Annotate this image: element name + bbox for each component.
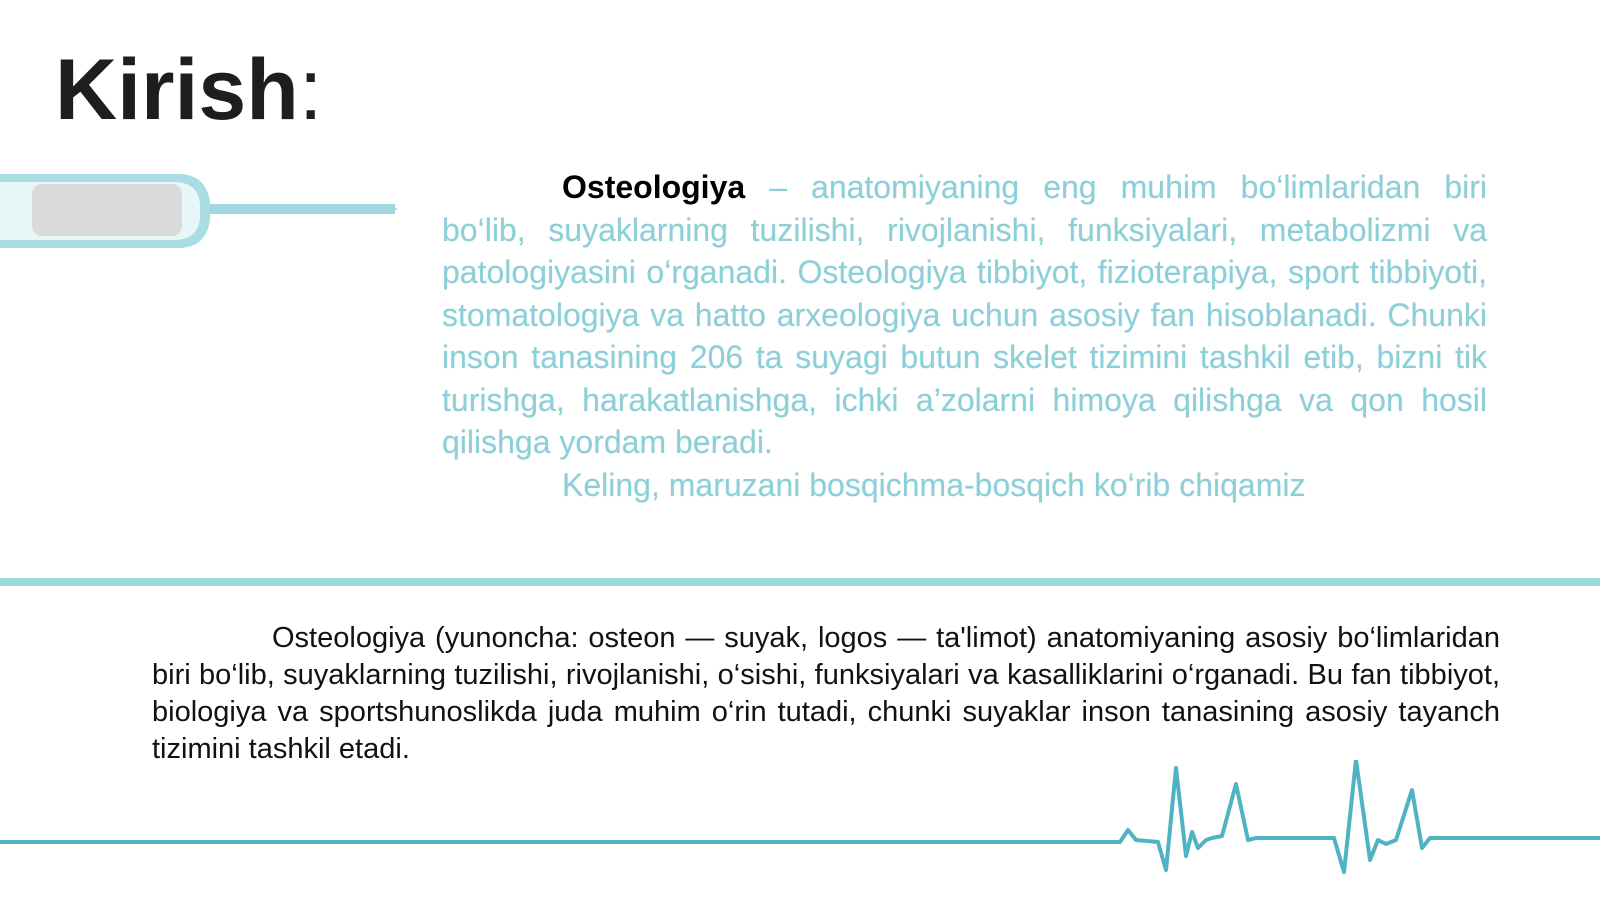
syringe-icon <box>0 168 400 254</box>
slide-title <box>55 40 323 140</box>
intro-term: Osteologiya <box>562 169 746 205</box>
slide-title-text: Kirish <box>55 42 299 138</box>
intro-paragraph <box>442 166 1487 506</box>
slide-title-colon: : <box>298 42 323 138</box>
heartbeat-line-icon <box>0 760 1600 880</box>
intro-closing: Keling, maruzani bosqichma-bosqich ko‘rib chiqamiz <box>562 466 1306 503</box>
intro-text: – anatomiyaning eng muhim bo‘limlaridan biri bo‘lib, suyaklarning tuzilishi, rivojlanishi, funksiyalari, metabolizmi va patologiyasini o‘rganadi. Osteologiya tibbiyot, fizioterapiya, sport tibbiyoti, stomatologiya va hatto arxeologiya uchun asosiy fan hisoblanadi. Chunki inson tanasining 206 ta suyagi butun skelet tizimini tashkil etib, bizni tik turishga, harakatlanishga, ichki a’zolarni himoya qilishga va qon hosil qilishga yordam beradi. <box>442 169 1487 460</box>
body-text: Osteologiya (yunoncha: osteon — suyak, logos — ta'limot) anatomiyaning asosiy bo‘limlaridan biri bo‘lib, suyaklarning tuzilishi, rivojlanishi, o‘sishi, funksiyalari va kasalliklarini o‘rganadi. Bu fan tibbiyot, biologiya va sportshunoslikda juda muhim o‘rin tutadi, chunki suyaklar inson tanasining asosiy tayanch tizimini tashkil etadi. <box>152 622 1500 765</box>
section-divider <box>0 578 1600 586</box>
body-paragraph <box>152 620 1500 768</box>
